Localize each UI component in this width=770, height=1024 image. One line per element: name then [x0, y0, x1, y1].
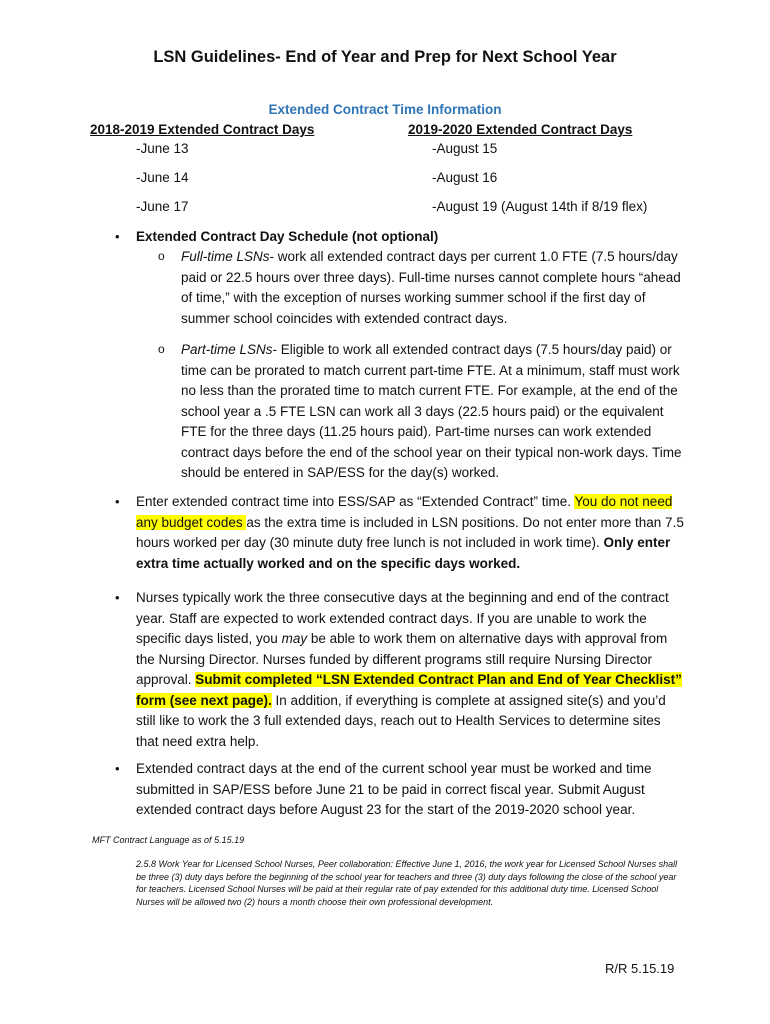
section-subtitle: Extended Contract Time Information [268, 102, 502, 117]
column-heading-2018-2019: 2018-2019 Extended Contract Days [90, 122, 315, 137]
bullet-dot: • [115, 590, 120, 605]
enter-time-text-continued: as the extra time is included in LSN positions. Do not enter more than 7.5 hours worked per day (30 minute duty free lunch is not included in work time). [136, 514, 684, 550]
enter-time-bold-note: Only enter extra time actually worked and on the specific days worked. [136, 535, 671, 571]
date-item: -August 19 (August 14th if 8/19 flex) [432, 199, 648, 214]
bullet-enter-time [136, 492, 686, 574]
mft-contract-clause: 2.5.8 Work Year for Licensed School Nurses, Peer collaboration: Effective June 1, 2016, the work year for Licensed School Nurses shall be three (3) duty days before the beginning of the school year for teachers and three (3) duty days following the close of the school year for teachers. Licensed School Nurses will be paid at their regular rate of pay extended for this additional duty time. Licensed School Nurses will be allowed two (2) hours a month choose their own professional development. [136, 859, 678, 907]
bullet-consecutive-days [136, 588, 686, 752]
consecutive-days-text-continued: be able to work them on alternative days with approval from the Nursing Director. Nurses funded by different programs still require Nursing Director approval. [136, 631, 668, 687]
sub-bullet-circle: o [158, 249, 165, 263]
mft-contract-label: MFT Contract Language as of 5.15.19 [92, 835, 245, 845]
bullet-dot: • [115, 494, 120, 509]
date-item: -June 17 [136, 199, 189, 214]
page-title: LSN Guidelines- End of Year and Prep for Next School Year [153, 48, 617, 66]
revision-footer: R/R 5.15.19 [605, 961, 675, 976]
date-item: -June 13 [136, 141, 189, 156]
date-item: -August 15 [432, 141, 498, 156]
bullet-dot: • [115, 229, 120, 244]
may-emphasis: may [281, 631, 308, 646]
part-time-text: - Eligible to work all extended contract days (7.5 hours/day paid) or time can be prorated to match current part-time FTE. At a minimum, staff must work no less than the prorated time to match current FTE. For example, at the end of the school year a .5 FTE LSN can work all 3 days (22.5 hours paid) or the equivalent FTE for the three days (11.25 hours paid). Part-time nurses can work extended contract days before the end of the school year on their typical non-work days. Time should be entered in SAP/ESS for the day(s) worked. [181, 342, 682, 480]
column-heading-2019-2020: 2019-2020 Extended Contract Days [408, 122, 633, 137]
sub-bullet-circle: o [158, 342, 165, 356]
bullet-fiscal-year: Extended contract days at the end of the current school year must be worked and time submitted in SAP/ESS before June 21 to be paid in correct fiscal year. Submit August extended contract days before August 23 for the start of the 2019-2020 school year. [136, 761, 652, 817]
enter-time-text: Enter extended contract time into ESS/SAP as “Extended Contract” time. [136, 494, 575, 509]
budget-codes-highlight: You do not need any budget codes [136, 494, 673, 530]
bullet-dot: • [115, 761, 120, 776]
consecutive-days-text-end: In addition, if everything is complete at assigned site(s) and you’d still like to work the 3 full extended days, reach out to Health Services to determine sites that need extra help. [136, 692, 666, 749]
full-time-text: - work all extended contract days per current 1.0 FTE (7.5 hours/day paid or 22.5 hours over three days). Full-time nurses cannot complete hours “ahead of time,” with the exception of nurses working summer school if the first day of summer school coincides with extended contract days. [181, 249, 681, 326]
date-item: -August 16 [432, 170, 498, 185]
full-time-label: Full-time LSNs [181, 249, 270, 264]
submit-form-highlight: Submit completed “LSN Extended Contract Plan and End of Year Checklist” form (see next page). [136, 672, 682, 708]
sub-bullet-full-time [181, 247, 686, 329]
consecutive-days-text: Nurses typically work the three consecutive days at the beginning and end of the contract year. Staff are expected to work extended contract days. If you are unable to work the specific days listed, you [136, 590, 669, 646]
sub-bullet-part-time [181, 340, 686, 484]
date-item: -June 14 [136, 170, 189, 185]
bullet-heading-schedule: Extended Contract Day Schedule (not optional) [136, 229, 439, 244]
part-time-label: Part-time LSNs [181, 342, 273, 357]
